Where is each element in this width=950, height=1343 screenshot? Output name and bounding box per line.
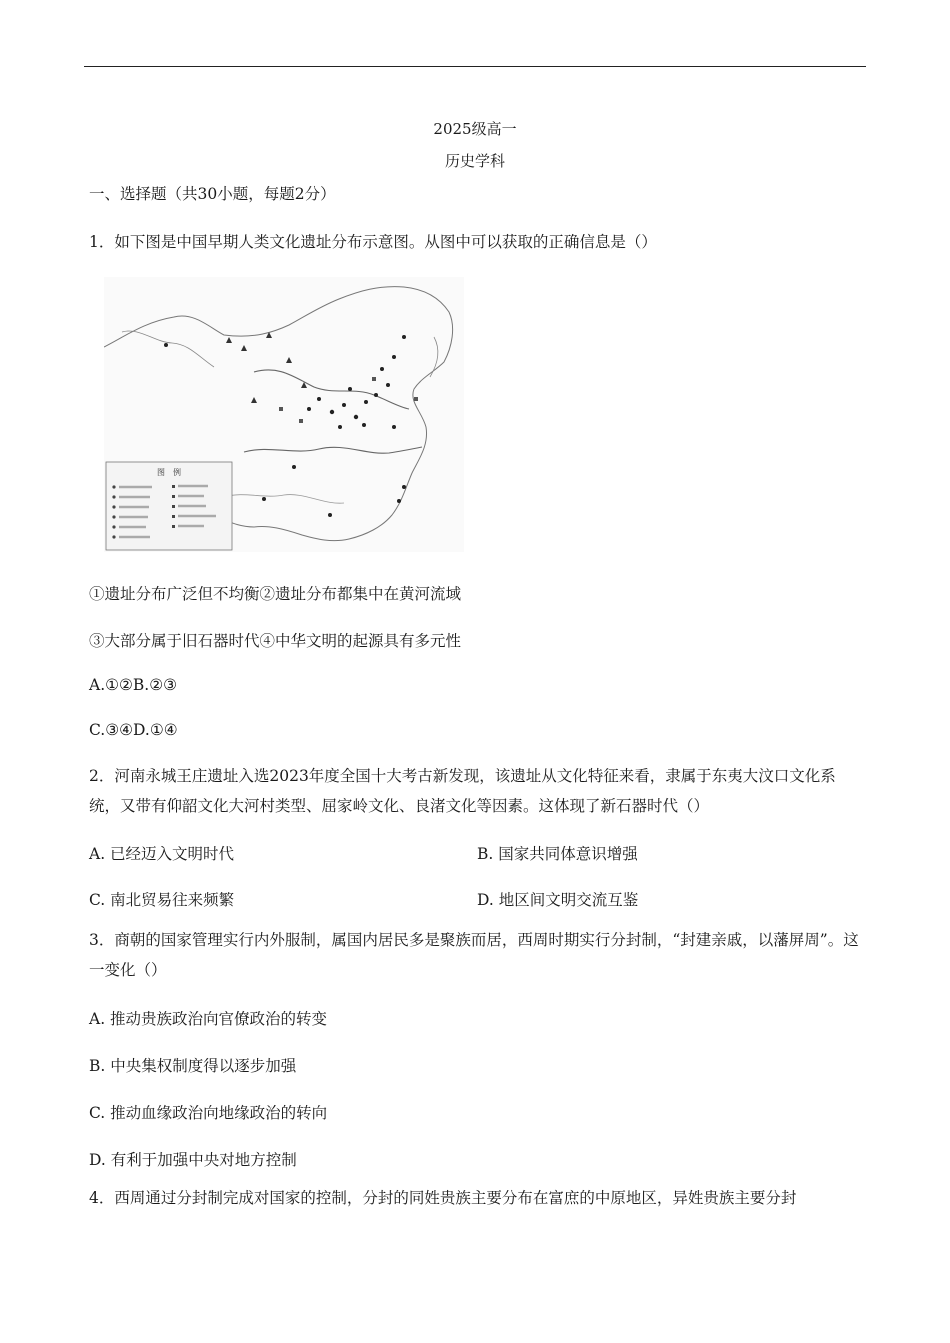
q1-stem: 1．如下图是中国早期人类文化遗址分布示意图。从图中可以获取的正确信息是（）	[89, 233, 657, 251]
q1-options-ab: A.①②B.②③	[89, 676, 178, 694]
exam-grade-title: 2025级高一	[433, 120, 517, 138]
q3-option-d: D. 有利于加强中央对地方控制	[89, 1151, 297, 1169]
q4-stem: 4．西周通过分封制完成对国家的控制，分封的同姓贵族主要分布在富庶的中原地区，异姓贵族主要分封	[89, 1189, 797, 1207]
q3-option-a: A. 推动贵族政治向官僚政治的转变	[89, 1010, 328, 1028]
q2-option-c: C. 南北贸易往来频繁	[89, 891, 235, 909]
header-rule	[84, 66, 866, 67]
q2-option-d: D. 地区间文明交流互鉴	[477, 891, 639, 909]
q2-option-a: A. 已经迈入文明时代	[89, 845, 235, 863]
q1-statements-1-2: ①遗址分布广泛但不均衡②遗址分布都集中在黄河流域	[89, 585, 462, 603]
culture-sites-map	[104, 277, 464, 552]
q2-stem: 2．河南永城王庄遗址入选2023年度全国十大考古新发现，该遗址从文化特征来看，隶属于东夷大汶口文化系统，又带有仰韶文化大河村类型、屈家岭文化、良渚文化等因素。这体现了新石器时代（）	[89, 767, 836, 815]
map-legend-title: 图 例	[157, 468, 181, 477]
section-heading: 一、选择题（共30小题，每题2分）	[89, 185, 336, 203]
q1-options-cd: C.③④D.①④	[89, 721, 178, 739]
q1-statements-3-4: ③大部分属于旧石器时代④中华文明的起源具有多元性	[89, 632, 462, 650]
q2-option-b: B. 国家共同体意识增强	[477, 845, 638, 863]
exam-subject-title: 历史学科	[444, 152, 505, 170]
q3-stem: 3．商朝的国家管理实行内外服制，属国内居民多是聚族而居，西周时期实行分封制，“封建亲戚，以藩屏周”。这一变化（）	[89, 931, 859, 979]
q3-option-c: C. 推动血缘政治向地缘政治的转向	[89, 1104, 328, 1122]
q3-option-b: B. 中央集权制度得以逐步加强	[89, 1057, 297, 1075]
